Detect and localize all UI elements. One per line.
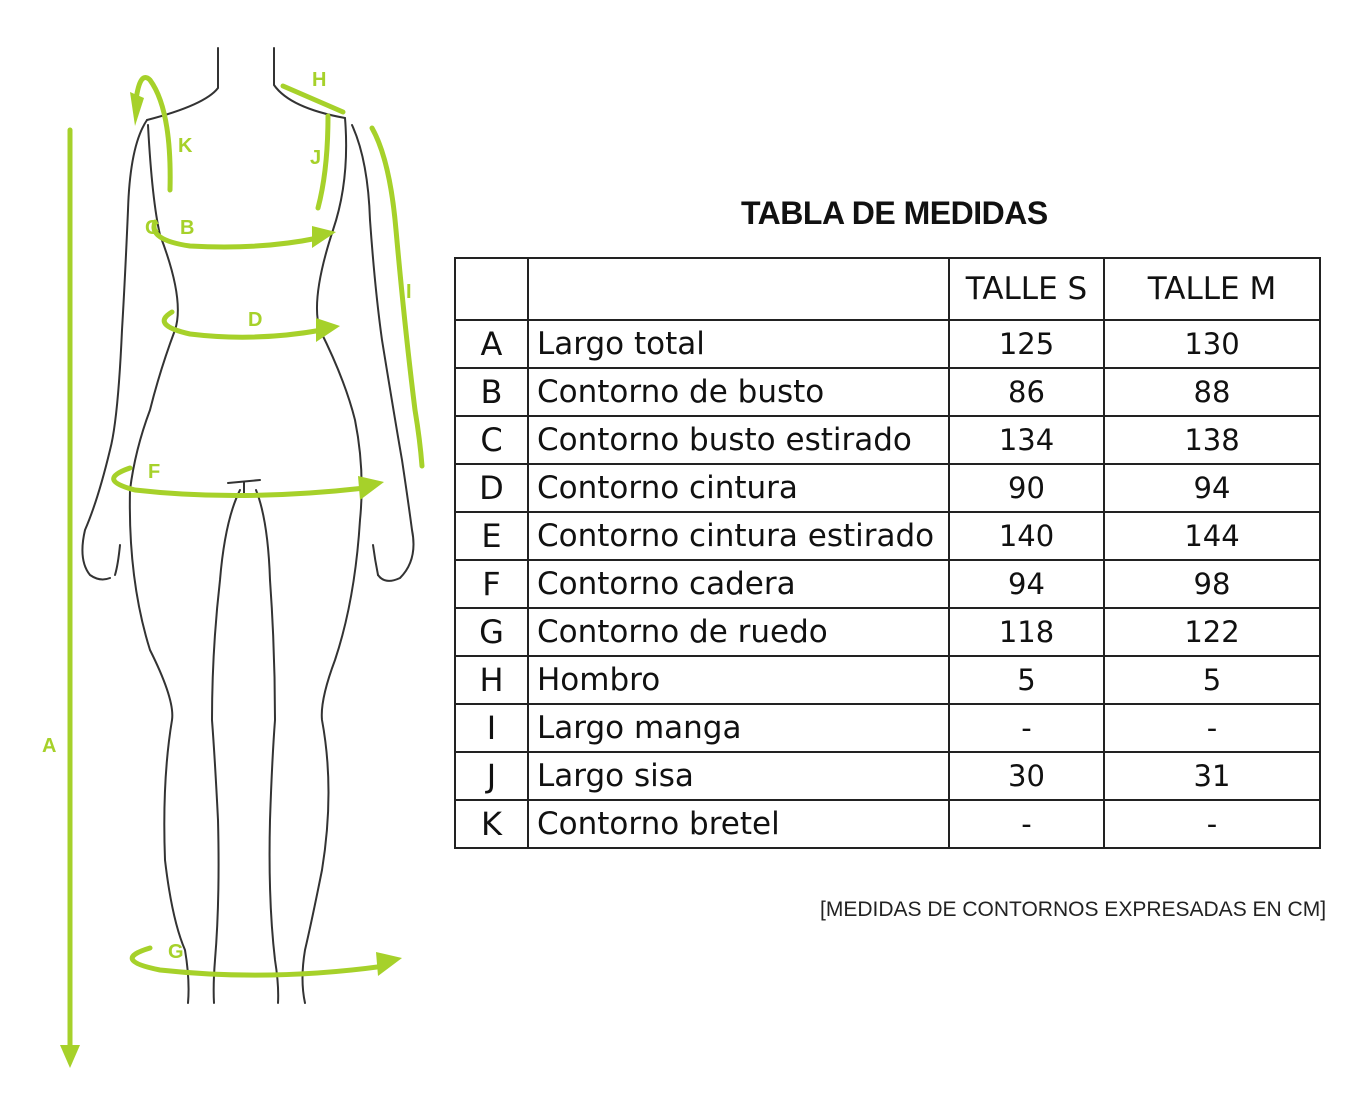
row-name: Contorno bretel xyxy=(528,800,949,848)
row-talle-s: 125 xyxy=(949,320,1104,368)
row-talle-s: 5 xyxy=(949,656,1104,704)
table-row xyxy=(455,320,1320,368)
figure-label-j: J xyxy=(310,147,322,169)
header-name xyxy=(528,258,949,320)
header-talle-m: TALLE M xyxy=(1104,258,1320,320)
row-letter: J xyxy=(455,752,528,800)
table-row xyxy=(455,560,1320,608)
row-letter: C xyxy=(455,416,528,464)
row-letter: I xyxy=(455,704,528,752)
figure-label-b: B xyxy=(180,217,195,239)
row-talle-m: 138 xyxy=(1104,416,1320,464)
row-letter: B xyxy=(455,368,528,416)
row-letter: F xyxy=(455,560,528,608)
row-talle-m: 94 xyxy=(1104,464,1320,512)
table-row xyxy=(455,368,1320,416)
row-talle-s: 90 xyxy=(949,464,1104,512)
figure-label-h: H xyxy=(312,69,327,91)
figure-label-i: I xyxy=(406,281,412,303)
row-talle-s: - xyxy=(949,704,1104,752)
body-outline-illustration xyxy=(0,0,440,1103)
row-name: Largo total xyxy=(528,320,949,368)
measurement-arrowheads xyxy=(60,92,402,1068)
row-name: Largo sisa xyxy=(528,752,949,800)
row-talle-s: - xyxy=(949,800,1104,848)
row-talle-s: 118 xyxy=(949,608,1104,656)
figure-label-c: C xyxy=(145,217,160,239)
table-row xyxy=(455,512,1320,560)
row-talle-s: 30 xyxy=(949,752,1104,800)
table-row xyxy=(455,656,1320,704)
row-talle-s: 86 xyxy=(949,368,1104,416)
row-talle-m: 31 xyxy=(1104,752,1320,800)
row-letter: A xyxy=(455,320,528,368)
row-talle-m: 88 xyxy=(1104,368,1320,416)
body-outline xyxy=(82,48,413,1003)
row-talle-m: 98 xyxy=(1104,560,1320,608)
row-name: Contorno de ruedo xyxy=(528,608,949,656)
size-table xyxy=(454,257,1321,849)
row-name: Contorno busto estirado xyxy=(528,416,949,464)
table-row xyxy=(455,704,1320,752)
footnote: [MEDIDAS DE CONTORNOS EXPRESADAS EN CM] xyxy=(820,898,1327,921)
measurement-lines xyxy=(70,78,422,1051)
row-letter: H xyxy=(455,656,528,704)
header-letter xyxy=(455,258,528,320)
row-letter: K xyxy=(455,800,528,848)
figure-label-f: F xyxy=(148,461,161,483)
row-talle-m: 122 xyxy=(1104,608,1320,656)
row-talle-m: 144 xyxy=(1104,512,1320,560)
table-header-row xyxy=(455,258,1320,320)
row-name: Contorno de busto xyxy=(528,368,949,416)
table-row xyxy=(455,464,1320,512)
table-row xyxy=(455,608,1320,656)
row-talle-m: 5 xyxy=(1104,656,1320,704)
page-title: TABLA DE MEDIDAS xyxy=(741,195,1048,231)
row-name: Largo manga xyxy=(528,704,949,752)
figure-label-d: D xyxy=(248,309,263,331)
row-name: Contorno cintura xyxy=(528,464,949,512)
table-row xyxy=(455,416,1320,464)
row-letter: G xyxy=(455,608,528,656)
row-talle-s: 134 xyxy=(949,416,1104,464)
figure-label-a: A xyxy=(42,735,57,757)
row-talle-m: - xyxy=(1104,800,1320,848)
row-talle-m: - xyxy=(1104,704,1320,752)
table-row xyxy=(455,800,1320,848)
row-name: Contorno cintura estirado xyxy=(528,512,949,560)
row-talle-m: 130 xyxy=(1104,320,1320,368)
row-talle-s: 140 xyxy=(949,512,1104,560)
row-letter: D xyxy=(455,464,528,512)
body-measurement-figure xyxy=(0,0,440,1103)
row-letter: E xyxy=(455,512,528,560)
header-talle-s: TALLE S xyxy=(949,258,1104,320)
row-name: Contorno cadera xyxy=(528,560,949,608)
figure-label-k: K xyxy=(178,135,193,157)
figure-label-g: G xyxy=(168,941,184,963)
row-talle-s: 94 xyxy=(949,560,1104,608)
row-name: Hombro xyxy=(528,656,949,704)
table-row xyxy=(455,752,1320,800)
